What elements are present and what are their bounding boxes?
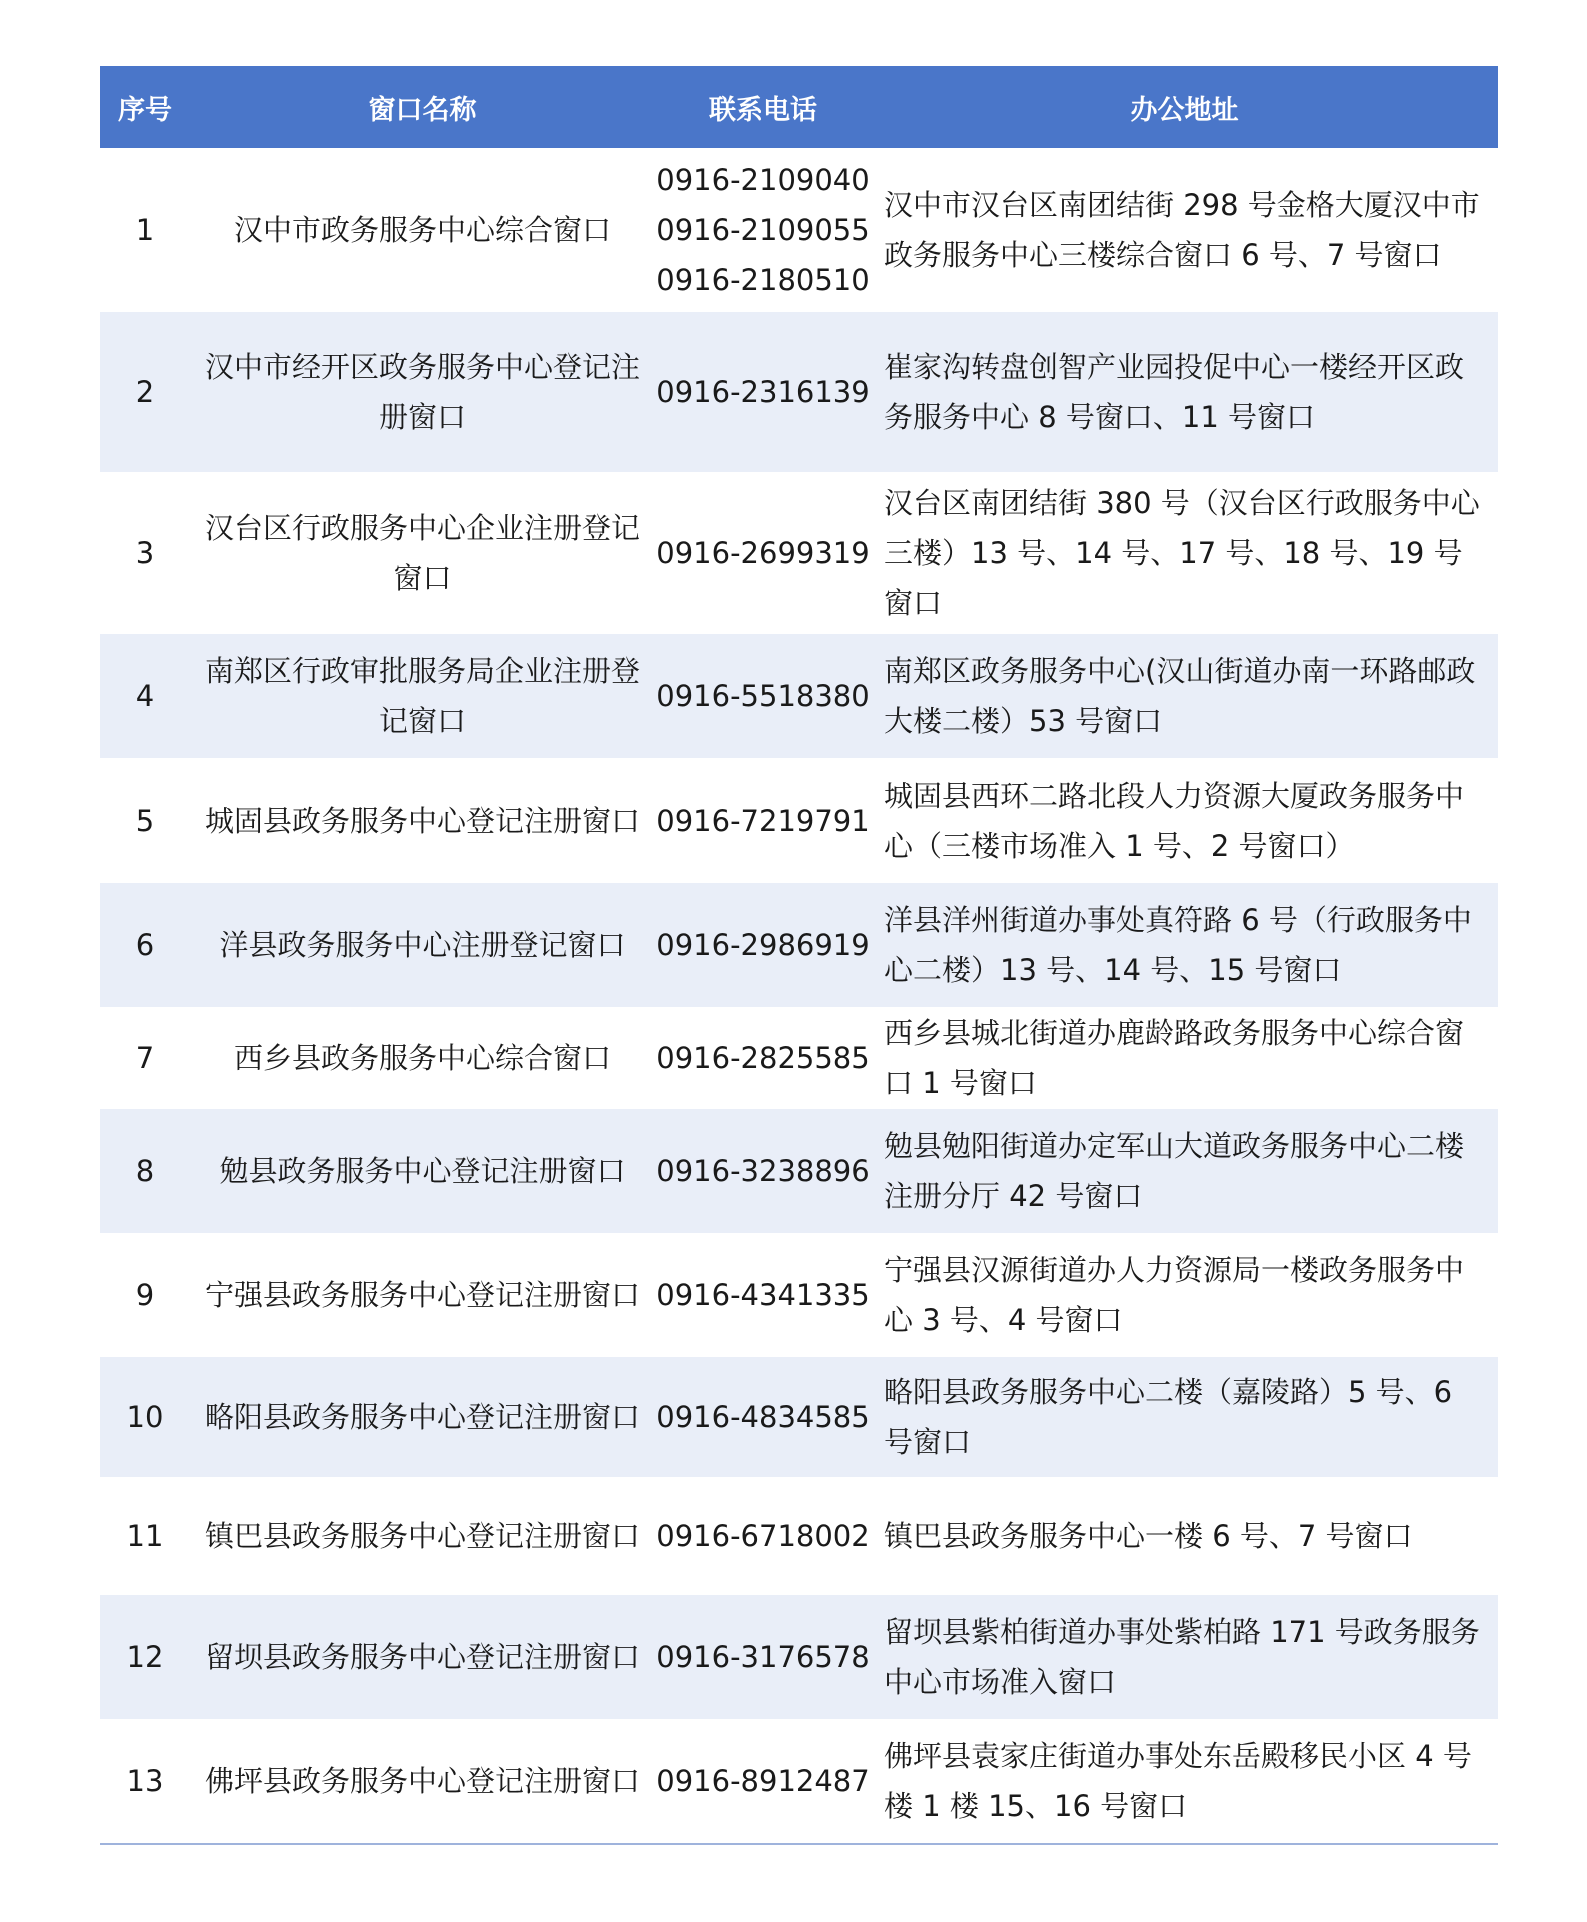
- row-address: 汉台区南团结街 380 号（汉台区行政服务中心三楼）13 号、14 号、17 号、18 号、19 号窗口: [884, 486, 1480, 620]
- row-index: 9: [135, 1278, 155, 1312]
- row-phone: 0916-2316139: [655, 312, 871, 472]
- row-address: 宁强县汉源街道办人力资源局一楼政务服务中心 3 号、4 号窗口: [884, 1253, 1465, 1337]
- table-header: [100, 66, 1498, 148]
- row-address: 西乡县城北街道办鹿龄路政务服务中心综合窗口 1 号窗口: [884, 1016, 1465, 1100]
- row-index: 11: [126, 1519, 164, 1553]
- row-index: 12: [100, 1595, 190, 1719]
- row-phone: 0916-2986919: [655, 883, 871, 1007]
- row-phone: 0916-3238896: [655, 1109, 871, 1233]
- table-row: [100, 758, 1498, 883]
- row-index: 13: [126, 1764, 164, 1798]
- phone-number: 0916-2180510: [656, 263, 870, 297]
- row-window-name: 留坝县政务服务中心登记注册窗口: [190, 1595, 655, 1719]
- row-window-name: 汉中市政务服务中心综合窗口: [233, 213, 611, 247]
- row-window-name: 镇巴县政务服务中心登记注册窗口: [204, 1519, 640, 1553]
- table-row: [100, 312, 1498, 472]
- row-phone: 0916-5518380: [655, 634, 871, 758]
- row-index: 6: [100, 883, 190, 1007]
- header-row: [100, 66, 1498, 148]
- row-address: 南郑区政务服务中心(汉山街道办南一环路邮政大楼二楼）53 号窗口: [871, 634, 1498, 758]
- header-index: 序号: [100, 66, 190, 148]
- row-address: 镇巴县政务服务中心一楼 6 号、7 号窗口: [884, 1519, 1413, 1553]
- row-index: 5: [135, 803, 155, 838]
- row-index: 10: [100, 1357, 190, 1477]
- table-row: [100, 883, 1498, 1007]
- phone-number: 0916-2109055: [656, 213, 870, 247]
- row-address: 留坝县紫柏街道办事处紫柏路 171 号政务服务中心市场准入窗口: [871, 1595, 1498, 1719]
- service-window-table-container: [100, 66, 1498, 1845]
- row-address: 略阳县政务服务中心二楼（嘉陵路）5 号、6 号窗口: [871, 1357, 1498, 1477]
- row-address: 勉县勉阳街道办定军山大道政务服务中心二楼注册分厅 42 号窗口: [871, 1109, 1498, 1233]
- row-window-name: 汉中市经开区政务服务中心登记注册窗口: [190, 312, 655, 472]
- header-phone: 联系电话: [655, 66, 871, 148]
- row-index: 4: [100, 634, 190, 758]
- row-address: 崔家沟转盘创智产业园投促中心一楼经开区政务服务中心 8 号窗口、11 号窗口: [871, 312, 1498, 472]
- service-window-table: [100, 66, 1498, 1843]
- row-window-name: 城固县政务服务中心登记注册窗口: [204, 803, 640, 838]
- row-address: 佛坪县袁家庄街道办事处东岳殿移民小区 4 号楼 1 楼 15、16 号窗口: [884, 1739, 1472, 1823]
- row-address: 洋县洋州街道办事处真符路 6 号（行政服务中心二楼）13 号、14 号、15 号窗口: [871, 883, 1498, 1007]
- table-bottom-rule: [100, 1843, 1498, 1845]
- table-row: [100, 1719, 1498, 1843]
- row-window-name: 佛坪县政务服务中心登记注册窗口: [204, 1764, 640, 1798]
- row-phone: 0916-3176578: [655, 1595, 871, 1719]
- header-address: 办公地址: [871, 66, 1498, 148]
- row-index: 2: [100, 312, 190, 472]
- table-body: [100, 148, 1498, 1843]
- row-index: 1: [135, 213, 155, 247]
- table-row: [100, 1477, 1498, 1595]
- row-phone: 0916-2825585: [656, 1041, 870, 1075]
- row-window-name: 勉县政务服务中心登记注册窗口: [190, 1109, 655, 1233]
- row-phone: 0916-7219791: [656, 803, 870, 838]
- table-row: [100, 1109, 1498, 1233]
- row-window-name: 南郑区行政审批服务局企业注册登记窗口: [190, 634, 655, 758]
- row-window-name: 洋县政务服务中心注册登记窗口: [190, 883, 655, 1007]
- table-row: [100, 1233, 1498, 1357]
- phone-number: 0916-2109040: [656, 163, 870, 197]
- row-window-name: 宁强县政务服务中心登记注册窗口: [204, 1278, 640, 1312]
- row-index: 7: [135, 1041, 155, 1075]
- row-address: 城固县西环二路北段人力资源大厦政务服务中心（三楼市场准入 1 号、2 号窗口）: [884, 778, 1465, 863]
- row-address: 汉中市汉台区南团结街 298 号金格大厦汉中市政务服务中心三楼综合窗口 6 号、7 号窗口: [884, 188, 1480, 272]
- row-window-name: 略阳县政务服务中心登记注册窗口: [190, 1357, 655, 1477]
- row-window-name: 汉台区行政服务中心企业注册登记窗口: [204, 511, 640, 595]
- row-index: 8: [100, 1109, 190, 1233]
- row-phone: [655, 148, 871, 312]
- row-phone: 0916-4834585: [655, 1357, 871, 1477]
- table-row: [100, 1357, 1498, 1477]
- table-row: [100, 634, 1498, 758]
- table-row: [100, 1595, 1498, 1719]
- row-phone: 0916-2699319: [656, 536, 870, 570]
- row-phone: 0916-4341335: [656, 1278, 870, 1312]
- table-row: [100, 1007, 1498, 1109]
- row-phone: 0916-6718002: [656, 1519, 870, 1553]
- row-index: 3: [135, 536, 155, 570]
- table-row: [100, 472, 1498, 634]
- table-row: [100, 148, 1498, 312]
- row-window-name: 西乡县政务服务中心综合窗口: [233, 1041, 611, 1075]
- row-phone: 0916-8912487: [656, 1764, 870, 1798]
- header-window-name: 窗口名称: [190, 66, 655, 148]
